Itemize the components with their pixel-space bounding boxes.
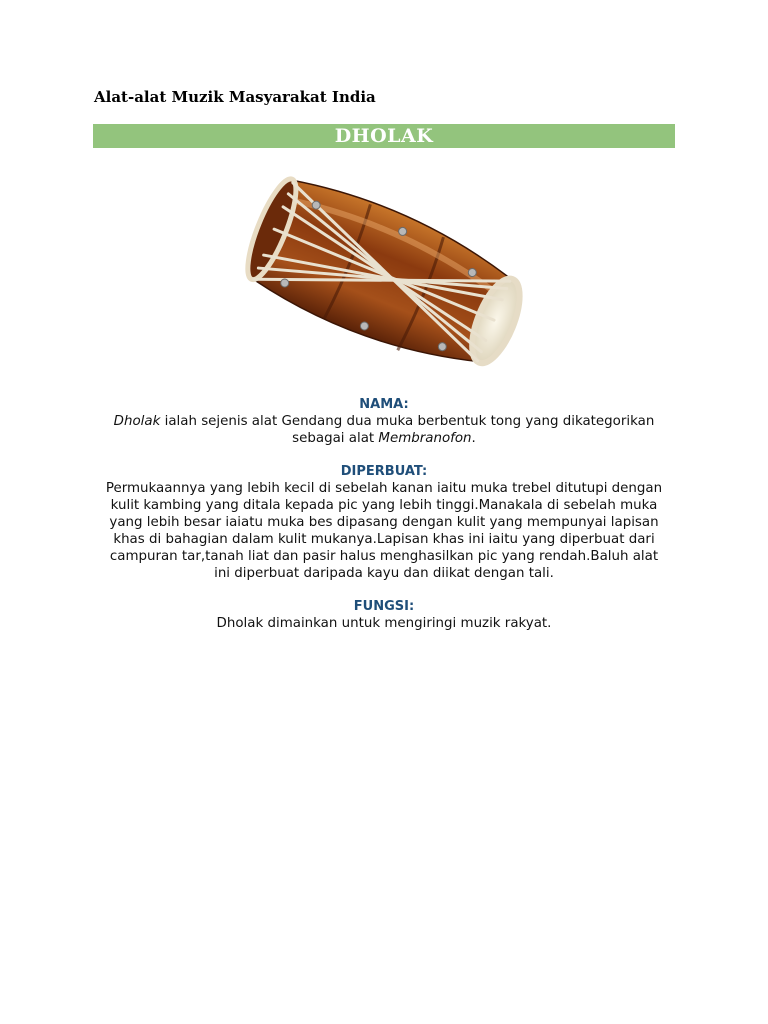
diperbuat-line: yang lebih besar iaiatu muka bes dipasang dengan kulit yang mempunyai lapisan <box>109 515 659 530</box>
content-body <box>94 396 674 648</box>
nama-lead: Dholak <box>113 414 161 429</box>
page-heading: Alat-alat Muzik Masyarakat India <box>94 88 376 106</box>
diperbuat-line: kulit kambing yang ditala kepada pic yang lebih tinggi.Manakala di sebelah muka <box>110 498 658 513</box>
nama-text-part2: sebagai alat <box>292 431 379 446</box>
nama-end: . <box>471 431 476 446</box>
title-text: DHOLAK <box>334 125 434 147</box>
dholak-drum-image <box>225 170 543 382</box>
nama-label: NAMA: <box>359 397 409 412</box>
nama-text-part1: ialah sejenis alat Gendang dua muka berbentuk tong yang dikategorikan <box>160 414 655 429</box>
diperbuat-line: Permukaannya yang lebih kecil di sebelah kanan iaitu muka trebel ditutupi dengan <box>105 481 663 496</box>
section-fungsi <box>94 598 674 632</box>
fungsi-label: FUNGSI: <box>353 599 415 614</box>
nama-line-1 <box>94 413 674 430</box>
diperbuat-line: ini diperbuat daripada kayu dan diikat dengan tali. <box>214 566 554 581</box>
diperbuat-label: DIPERBUAT: <box>340 464 428 479</box>
fungsi-text: Dholak dimainkan untuk mengiringi muzik rakyat. <box>216 616 552 631</box>
nama-text <box>94 413 674 447</box>
diperbuat-line: campuran tar,tanah liat dan pasir halus menghasilkan pic yang rendah.Baluh alat <box>109 549 659 564</box>
section-diperbuat <box>94 463 674 582</box>
diperbuat-line: khas di bahagian dalam kulit mukanya.Lapisan khas ini iaitu yang diperbuat dari <box>113 532 655 547</box>
title-bar <box>93 124 675 148</box>
section-nama <box>94 396 674 447</box>
nama-term: Membranofon <box>378 431 472 446</box>
diperbuat-text <box>94 480 674 582</box>
nama-line-2 <box>94 430 674 447</box>
